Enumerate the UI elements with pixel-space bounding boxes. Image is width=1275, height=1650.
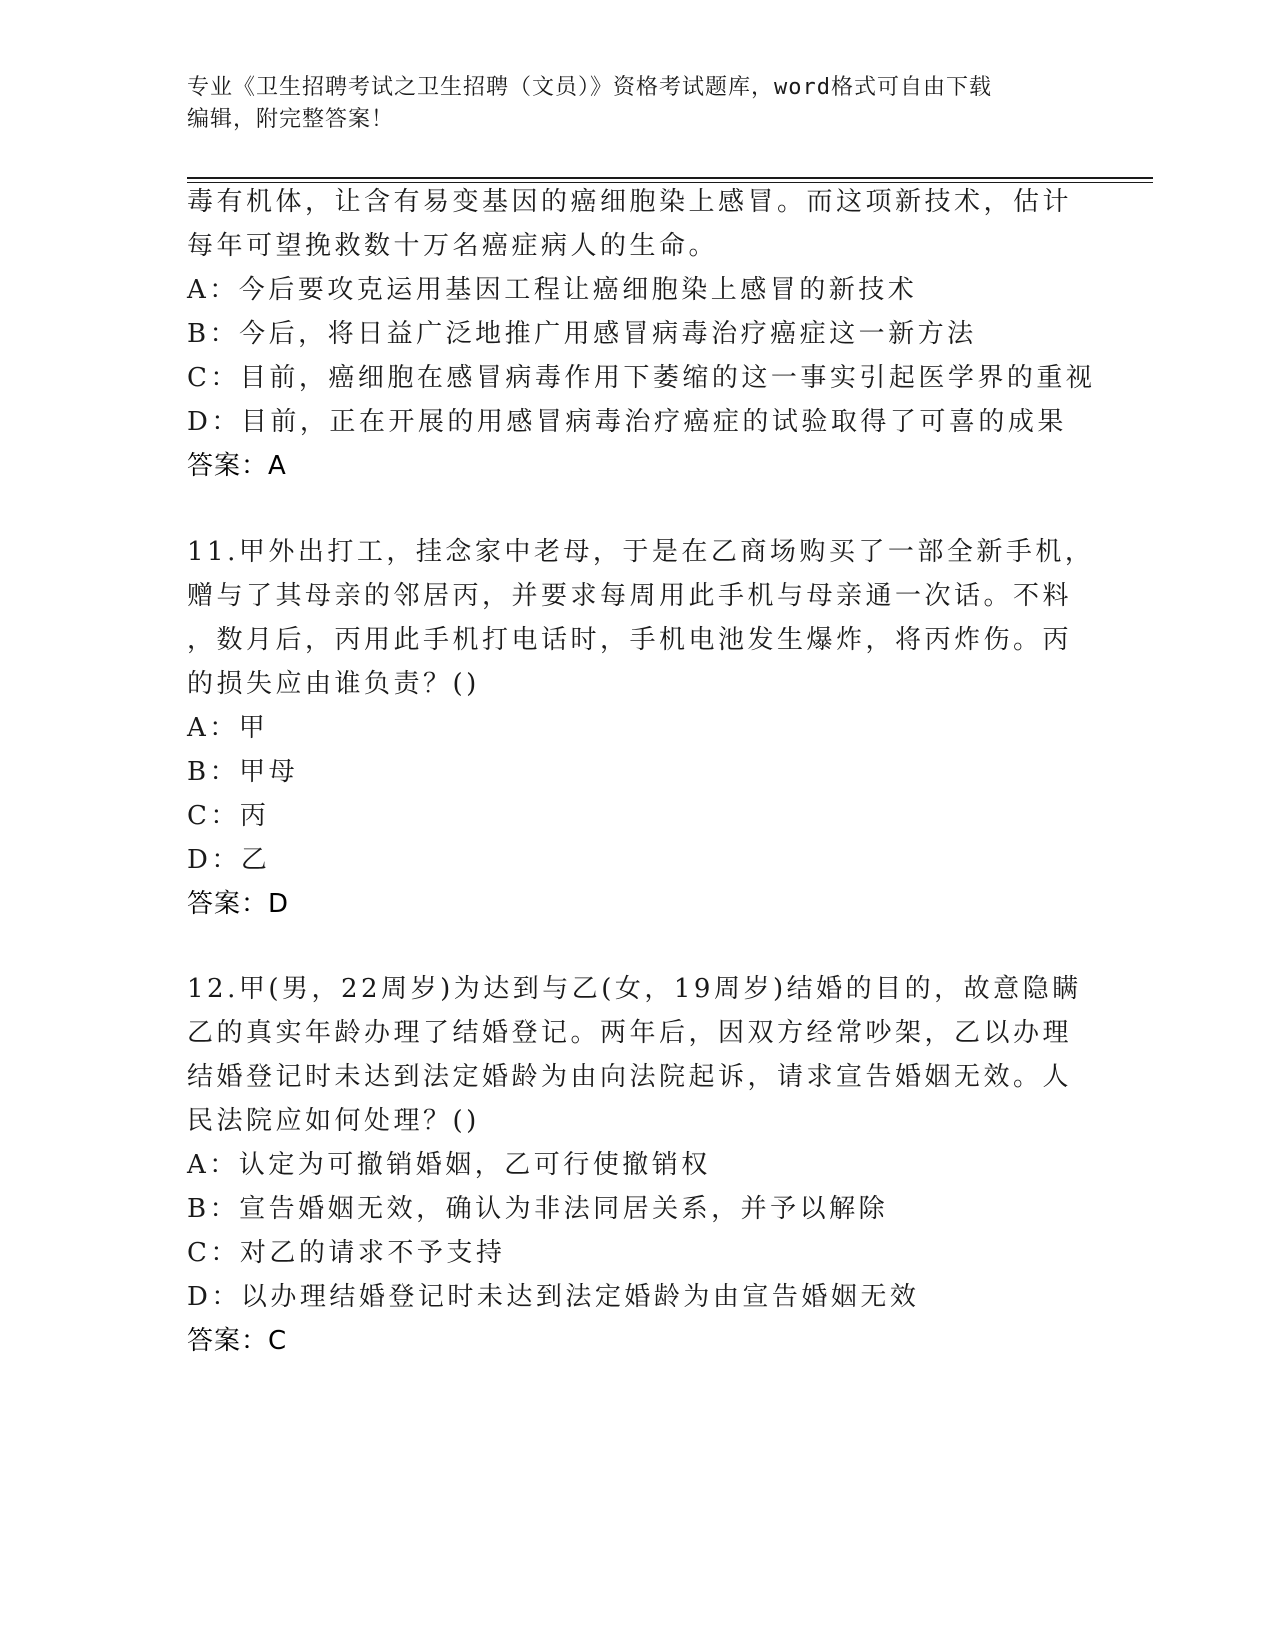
option-c: C：丙 — [187, 801, 270, 831]
question-text-line: 毒有机体，让含有易变基因的癌细胞染上感冒。而这项新技术，估计 — [187, 187, 1073, 217]
question-text-line: 民法院应如何处理？() — [187, 1106, 480, 1136]
question-text-line: ，数月后，丙用此手机打电话时，手机电池发生爆炸，将丙炸伤。丙 — [187, 625, 1073, 655]
option-d: D：乙 — [187, 845, 271, 875]
header-divider-thick — [187, 177, 1153, 179]
question-text-line: 乙的真实年龄办理了结婚登记。两年后，因双方经常吵架，乙以办理 — [187, 1018, 1073, 1048]
answer-label: 答案：C — [187, 1326, 288, 1356]
question-text-line: 每年可望挽救数十万名癌症病人的生命。 — [187, 231, 719, 261]
option-d: D：目前，正在开展的用感冒病毒治疗癌症的试验取得了可喜的成果 — [187, 407, 1067, 437]
option-a: A：认定为可撤销婚姻，乙可行使撤销权 — [187, 1150, 711, 1180]
answer-label: 答案：D — [187, 889, 290, 919]
question-text-line: 赠与了其母亲的邻居丙，并要求每周用此手机与母亲通一次话。不料 — [187, 581, 1073, 611]
option-d: D：以办理结婚登记时未达到法定婚龄为由宣告婚姻无效 — [187, 1282, 920, 1312]
option-b: B：宣告婚姻无效，确认为非法同居关系，并予以解除 — [187, 1194, 889, 1224]
question-text-line: 结婚登记时未达到法定婚龄为由向法院起诉，请求宣告婚姻无效。人 — [187, 1062, 1073, 1092]
question-text-line: 12.甲(男，22周岁)为达到与乙(女，19周岁)结婚的目的，故意隐瞒 — [187, 974, 1082, 1004]
header-line-1: 专业《卫生招聘考试之卫生招聘（文员）》资格考试题库，word格式可自由下载 — [187, 75, 992, 100]
option-b: B：甲母 — [187, 757, 299, 787]
option-a: A：甲 — [187, 713, 269, 743]
document-header — [187, 72, 1087, 136]
header-divider-thin — [187, 182, 1153, 183]
answer-label: 答案：A — [187, 451, 287, 481]
header-line-2: 编辑，附完整答案！ — [187, 107, 395, 132]
option-b: B：今后，将日益广泛地推广用感冒病毒治疗癌症这一新方法 — [187, 319, 977, 349]
question-text-line: 的损失应由谁负责？() — [187, 669, 480, 699]
question-text-line: 11.甲外出打工，挂念家中老母，于是在乙商场购买了一部全新手机， — [187, 537, 1095, 567]
option-a: A：今后要攻克运用基因工程让癌细胞染上感冒的新技术 — [187, 275, 918, 305]
option-c: C：对乙的请求不予支持 — [187, 1238, 506, 1268]
option-c: C：目前，癌细胞在感冒病毒作用下萎缩的这一事实引起医学界的重视 — [187, 363, 1096, 393]
